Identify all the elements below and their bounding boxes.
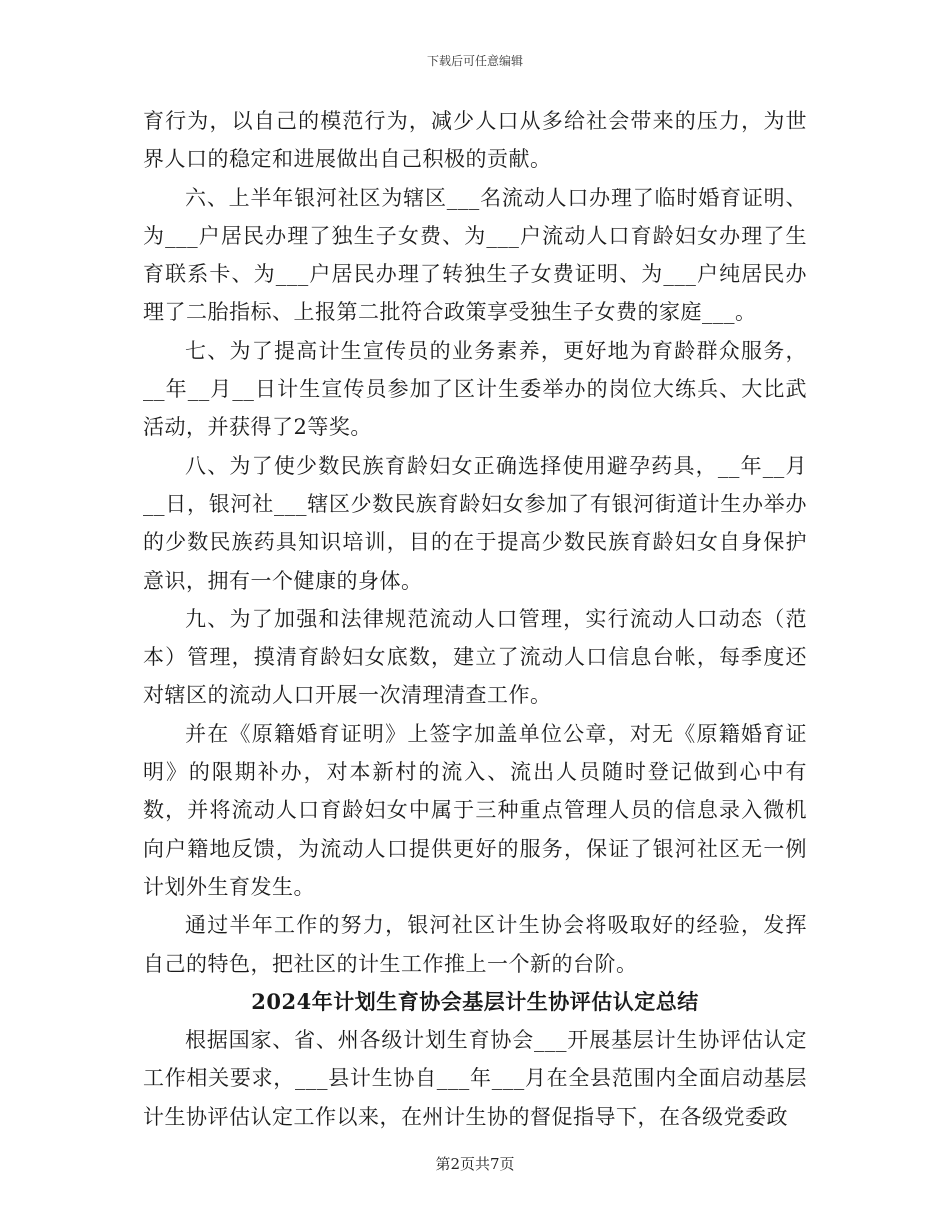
section-paragraph: 根据国家、省、州各级计划生育协会___开展基层计生协评估认定工作相关要求，___县计生协自___年___月在全县范围内全面启动基层计生协评估认定工作以来，在州计生协的督促指导下，在各级党委政 <box>143 1028 807 1129</box>
section-title: 2024年计划生育协会基层计生协评估认定总结 <box>251 988 699 1014</box>
page-number: 第2页共7页 <box>435 1155 515 1173</box>
body-paragraph: 育行为，以自己的模范行为，减少人口从多给社会带来的压力，为世界人口的稳定和进展做出自己积极的贡献。 <box>143 109 807 172</box>
document-body <box>143 102 807 1136</box>
body-paragraph: 通过半年工作的努力，银河社区计生协会将吸取好的经验，发挥自己的特色，把社区的计生工作推上一个新的台阶。 <box>143 913 807 976</box>
body-paragraph: 并在《原籍婚育证明》上签字加盖单位公章，对无《原籍婚育证明》的限期补办，对本新村的流入、流出人员随时登记做到心中有数，并将流动人口育龄妇女中属于三种重点管理人员的信息录入微机向户籍地反馈，为流动人口提供更好的服务，保证了银河社区无一例计划外生育发生。 <box>143 721 807 899</box>
body-paragraph: 七、为了提高计生宣传员的业务素养，更好地为育龄群众服务，__年__月__日计生宣传员参加了区计生委举办的岗位大练兵、大比武活动，并获得了2等奖。 <box>143 338 807 440</box>
body-paragraph: 九、为了加强和法律规范流动人口管理，实行流动人口动态（范本）管理，摸清育龄妇女底数，建立了流动人口信息台帐，每季度还对辖区的流动人口开展一次清理清查工作。 <box>143 606 807 708</box>
body-paragraph: 六、上半年银河社区为辖区___名流动人口办理了临时婚育证明、为___户居民办理了独生子女费、为___户流动人口育龄妇女办理了生育联系卡、为___户居民办理了转独生子女费证明、为___户纯居民办理了二胎指标、上报第二批符合政策享受独生子女费的家庭___。 <box>143 185 807 325</box>
page-header-note: 下载后可任意编辑 <box>426 54 523 68</box>
body-paragraph: 八、为了使少数民族育龄妇女正确选择使用避孕药具，__年__月__日，银河社___辖区少数民族育龄妇女参加了有银河街道计生办举办的少数民族药具知识培训，目的在于提高少数民族育龄妇女自身保护意识，拥有一个健康的身体。 <box>143 453 807 593</box>
